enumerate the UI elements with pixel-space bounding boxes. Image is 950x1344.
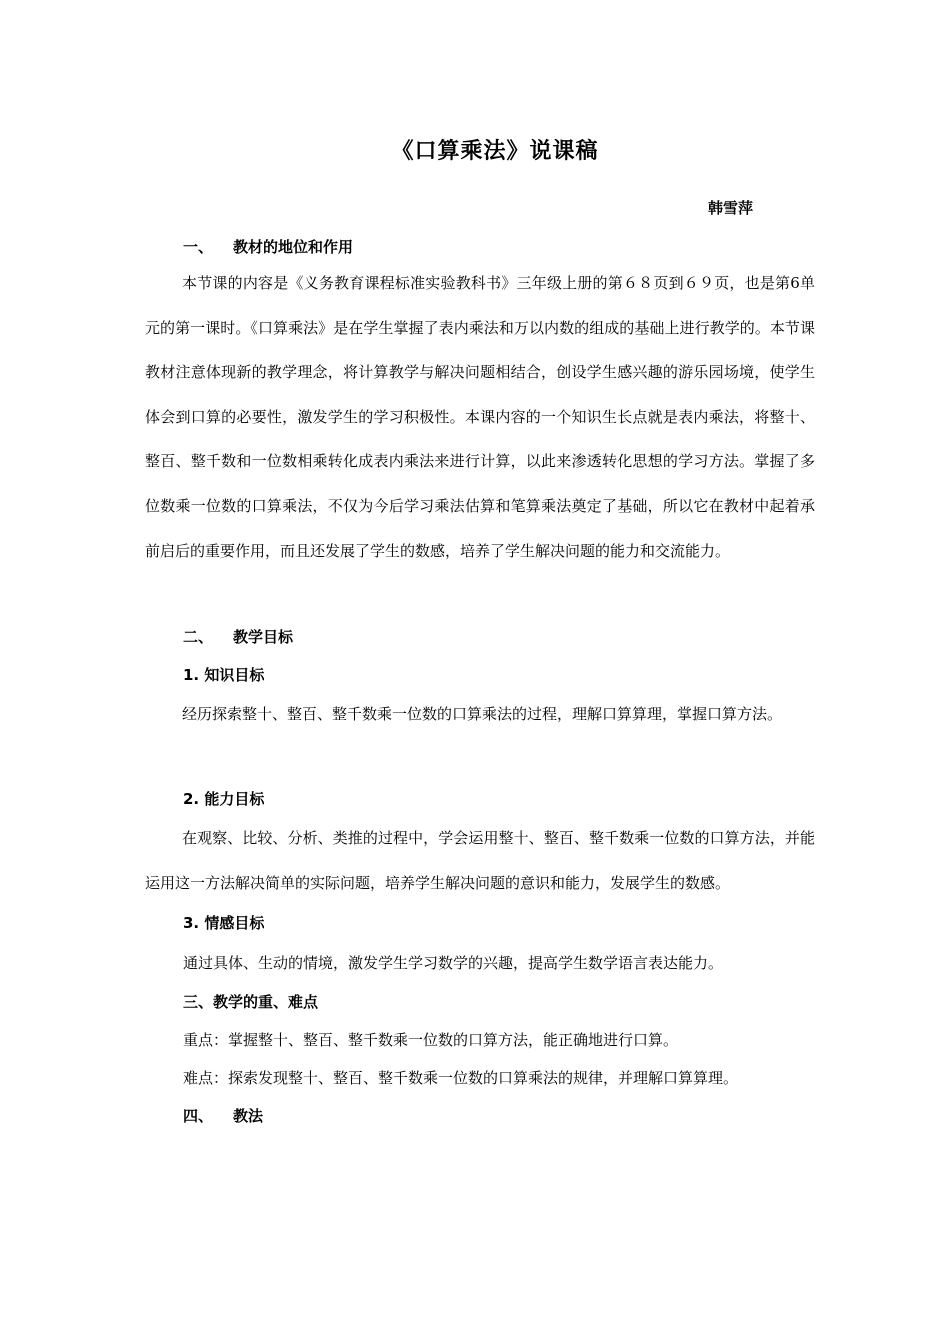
key-point-text: 重点：掌握整十、整百、整千数乘一位数的口算方法，能正确地进行口算。 xyxy=(183,1031,679,1049)
author-name: 韩雪萍 xyxy=(708,199,754,217)
section-2-title: 教学目标 xyxy=(233,628,294,646)
section-4-title: 教法 xyxy=(233,1107,264,1125)
section-4-heading xyxy=(183,1105,263,1126)
goal-2-heading: 2. 能力目标 xyxy=(183,790,265,808)
goal-2-paragraph: 在观察、比较、分析、类推的过程中，学会运用整十、整百、整千数乘一位数的口算方法，并能运用这一方法解决简单的实际问题，培养学生解决问题的意识和能力，发展学生的数感。 xyxy=(145,829,815,892)
document-title: 《口算乘法》说课稿 xyxy=(391,139,599,164)
section-1-title: 教材的地位和作用 xyxy=(233,238,354,256)
section-2-number: 二、 xyxy=(183,628,214,646)
section-1-paragraph: 本节课的内容是《义务教育课程标准实验教科书》三年级上册的第６８页到６９页，也是第6单元的第一课时。《口算乘法》是在学生掌握了表内乘法和万以内数的组成的基础上进行教学的。本节课教材注意体现新的教学理念，将计算教学与解决问题相结合，创设学生感兴趣的游乐园场境，使学生体会到口算的必要性，激发学生的学习积极性。本课内容的一个知识生长点就是表内乘法，将整十、整百、整千数和一位数相乘转化成表内乘法来进行计算，以此来渗透转化思想的学习方法。掌握了多位数乘一位数的口算乘法，不仅为今后学习乘法估算和笔算乘法奠定了基础，所以它在教材中起着承前启后的重要作用，而且还发展了学生的数感，培养了学生解决问题的能力和交流能力。 xyxy=(145,274,815,560)
goal-1-heading: 1. 知识目标 xyxy=(183,666,265,684)
goal-3-text: 通过具体、生动的情境，激发学生学习数学的兴趣，提高学生数学语言表达能力。 xyxy=(183,954,724,972)
difficult-point-text: 难点：探索发现整十、整百、整千数乘一位数的口算乘法的规律，并理解口算算理。 xyxy=(183,1069,739,1087)
section-3-heading: 三、教学的重、难点 xyxy=(183,993,319,1011)
section-4-number: 四、 xyxy=(183,1107,214,1125)
goal-1-paragraph: 经历探索整十、整百、整千数乘一位数的口算乘法的过程，理解口算算理，掌握口算方法。 xyxy=(182,705,783,723)
section-1-heading xyxy=(183,236,353,257)
section-2-heading xyxy=(183,626,293,647)
goal-3-heading: 3. 情感目标 xyxy=(183,914,265,932)
section-1-number: 一、 xyxy=(183,238,214,256)
